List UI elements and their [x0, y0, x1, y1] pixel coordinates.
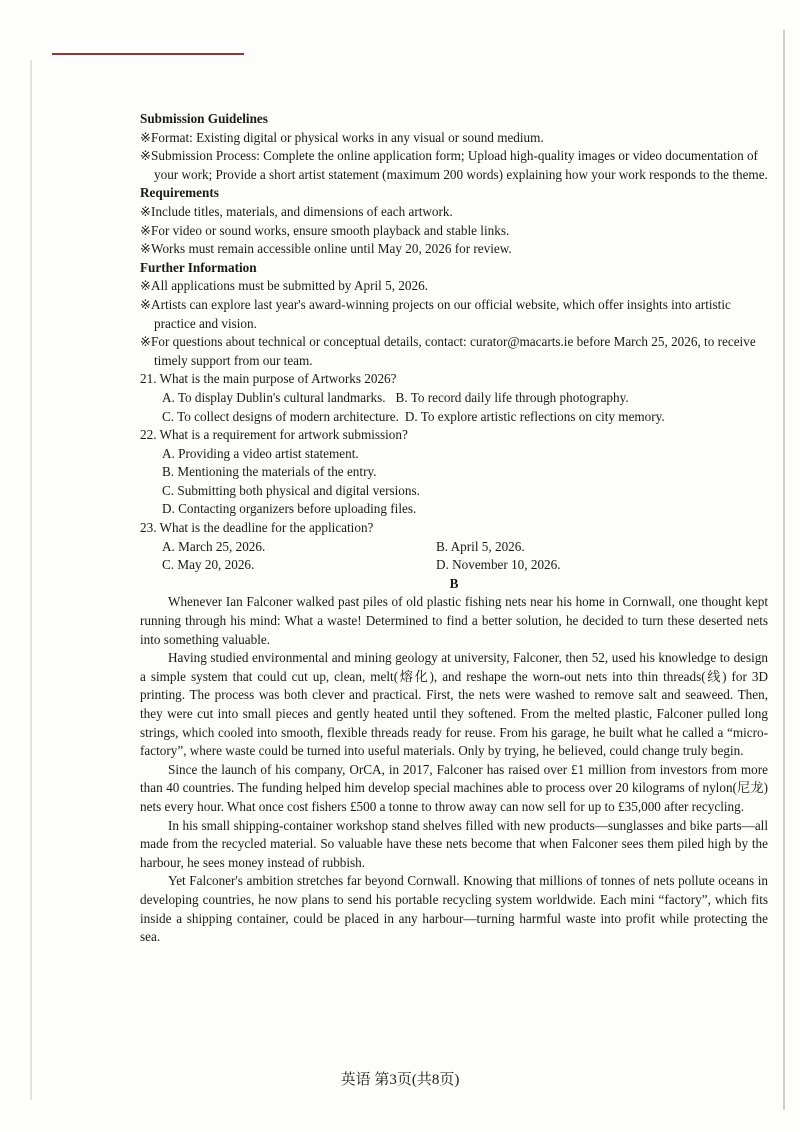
passage-paragraph: Whenever Ian Falconer walked past piles of old plastic fishing nets near his home in Cornwall, one thought kept running through his mind: What a waste! Determined to find a better solution, he decided to turn these deserted nets into something valuable.	[140, 594, 768, 647]
option-a: A. March 25, 2026.	[162, 538, 266, 554]
question-23-options-row-1	[140, 538, 768, 557]
guidelines-heading: Submission Guidelines	[140, 111, 268, 126]
option-c: C. To collect designs of modern architecture.	[162, 408, 399, 424]
requirements-heading: Requirements	[140, 185, 219, 201]
further-info-item: ※For questions about technical or conceptual details, contact: curator@macarts.ie before March 25, 2026, to receive timely support from our team.	[140, 334, 756, 368]
option-b: B. April 5, 2026.	[436, 538, 525, 554]
requirement-item: ※Include titles, materials, and dimensions of each artwork.	[140, 203, 453, 219]
option-c: C. Submitting both physical and digital versions.	[162, 482, 420, 498]
left-scan-edge	[30, 60, 32, 1100]
page-content	[140, 110, 768, 947]
option-b: B. To record daily life through photography.	[395, 389, 629, 405]
section-b-label: B	[449, 575, 459, 591]
passage-paragraph: Yet Falconer's ambition stretches far beyond Cornwall. Knowing that millions of tonnes of nets pollute oceans in developing countries, he now plans to send his portable recycling system worldwide. Each mini “factory”, which fits inside a shipping container, could be placed in any harbour—turning harmful waste into profit while protecting the sea.	[140, 873, 768, 945]
right-scan-edge	[783, 30, 785, 1110]
requirement-item: ※Works must remain accessible online until May 20, 2026 for review.	[140, 241, 512, 257]
guideline-item: ※Format: Existing digital or physical works in any visual or sound medium.	[140, 129, 544, 145]
question-21-options-row-2	[140, 408, 768, 427]
top-rule	[52, 53, 244, 55]
option-a: A. Providing a video artist statement.	[162, 445, 359, 461]
option-c: C. May 20, 2026.	[162, 557, 255, 573]
option-d: D. To explore artistic reflections on city memory.	[404, 408, 665, 424]
page-footer: 英语 第3页(共8页)	[340, 1072, 460, 1088]
further-info-item: ※All applications must be submitted by April 5, 2026.	[140, 278, 428, 294]
option-d: D. November 10, 2026.	[436, 557, 561, 573]
passage-paragraph: In his small shipping-container workshop stand shelves filled with new products—sunglasses and bike parts—all made from the recycled material. So valuable have these nets become that when Falconer sees them piled high by the harbour, he sees money instead of rubbish.	[140, 817, 768, 870]
question-23-stem: 23. What is the deadline for the application?	[140, 520, 374, 536]
option-d: D. Contacting organizers before uploading files.	[162, 501, 417, 517]
question-23-options-row-2	[140, 556, 768, 575]
option-a: A. To display Dublin's cultural landmarks.	[162, 389, 386, 405]
question-21-stem: 21. What is the main purpose of Artworks 2026?	[140, 371, 397, 387]
guideline-item: ※Submission Process: Complete the online application form; Upload high-quality images or video documentation of your work; Provide a short artist statement (maximum 200 words) explaining how your work responds to the theme.	[140, 148, 768, 182]
passage-paragraph: Having studied environmental and mining geology at university, Falconer, then 52, used his knowledge to design a simple system that could cut up, clean, melt(熔化), and reshape the worn-out nets into thin threads(线) for 3D printing. The process was both clever and practical. First, the nets were washed to remove salt and seaweed. Then, they were cut into small pieces and gently heated until they softened. From the melted plastic, Falconer pulled long strings, which cooled into smooth, flexible threads ready for reuse. From his garage, he built what he called a “micro-factory”, where waste could be turned into useful materials. Only by trying, he believed, could change truly begin.	[140, 650, 768, 759]
further-info-heading: Further Information	[140, 259, 257, 275]
question-22-stem: 22. What is a requirement for artwork submission?	[140, 427, 408, 443]
passage-paragraph: Since the launch of his company, OrCA, in 2017, Falconer has raised over £1 million from investors from more than 40 countries. The funding helped him develop special machines able to process over 20 kilograms of nylon(尼龙) nets every hour. What once cost fishers £500 a tonne to throw away can now sell for up to £35,000 after recycling.	[140, 761, 768, 814]
option-b: B. Mentioning the materials of the entry.	[162, 464, 377, 480]
requirement-item: ※For video or sound works, ensure smooth playback and stable links.	[140, 222, 510, 238]
further-info-item: ※Artists can explore last year's award-winning projects on our official website, which offer insights into artistic practice and vision.	[140, 296, 731, 331]
question-21-options-row-1	[140, 389, 768, 408]
